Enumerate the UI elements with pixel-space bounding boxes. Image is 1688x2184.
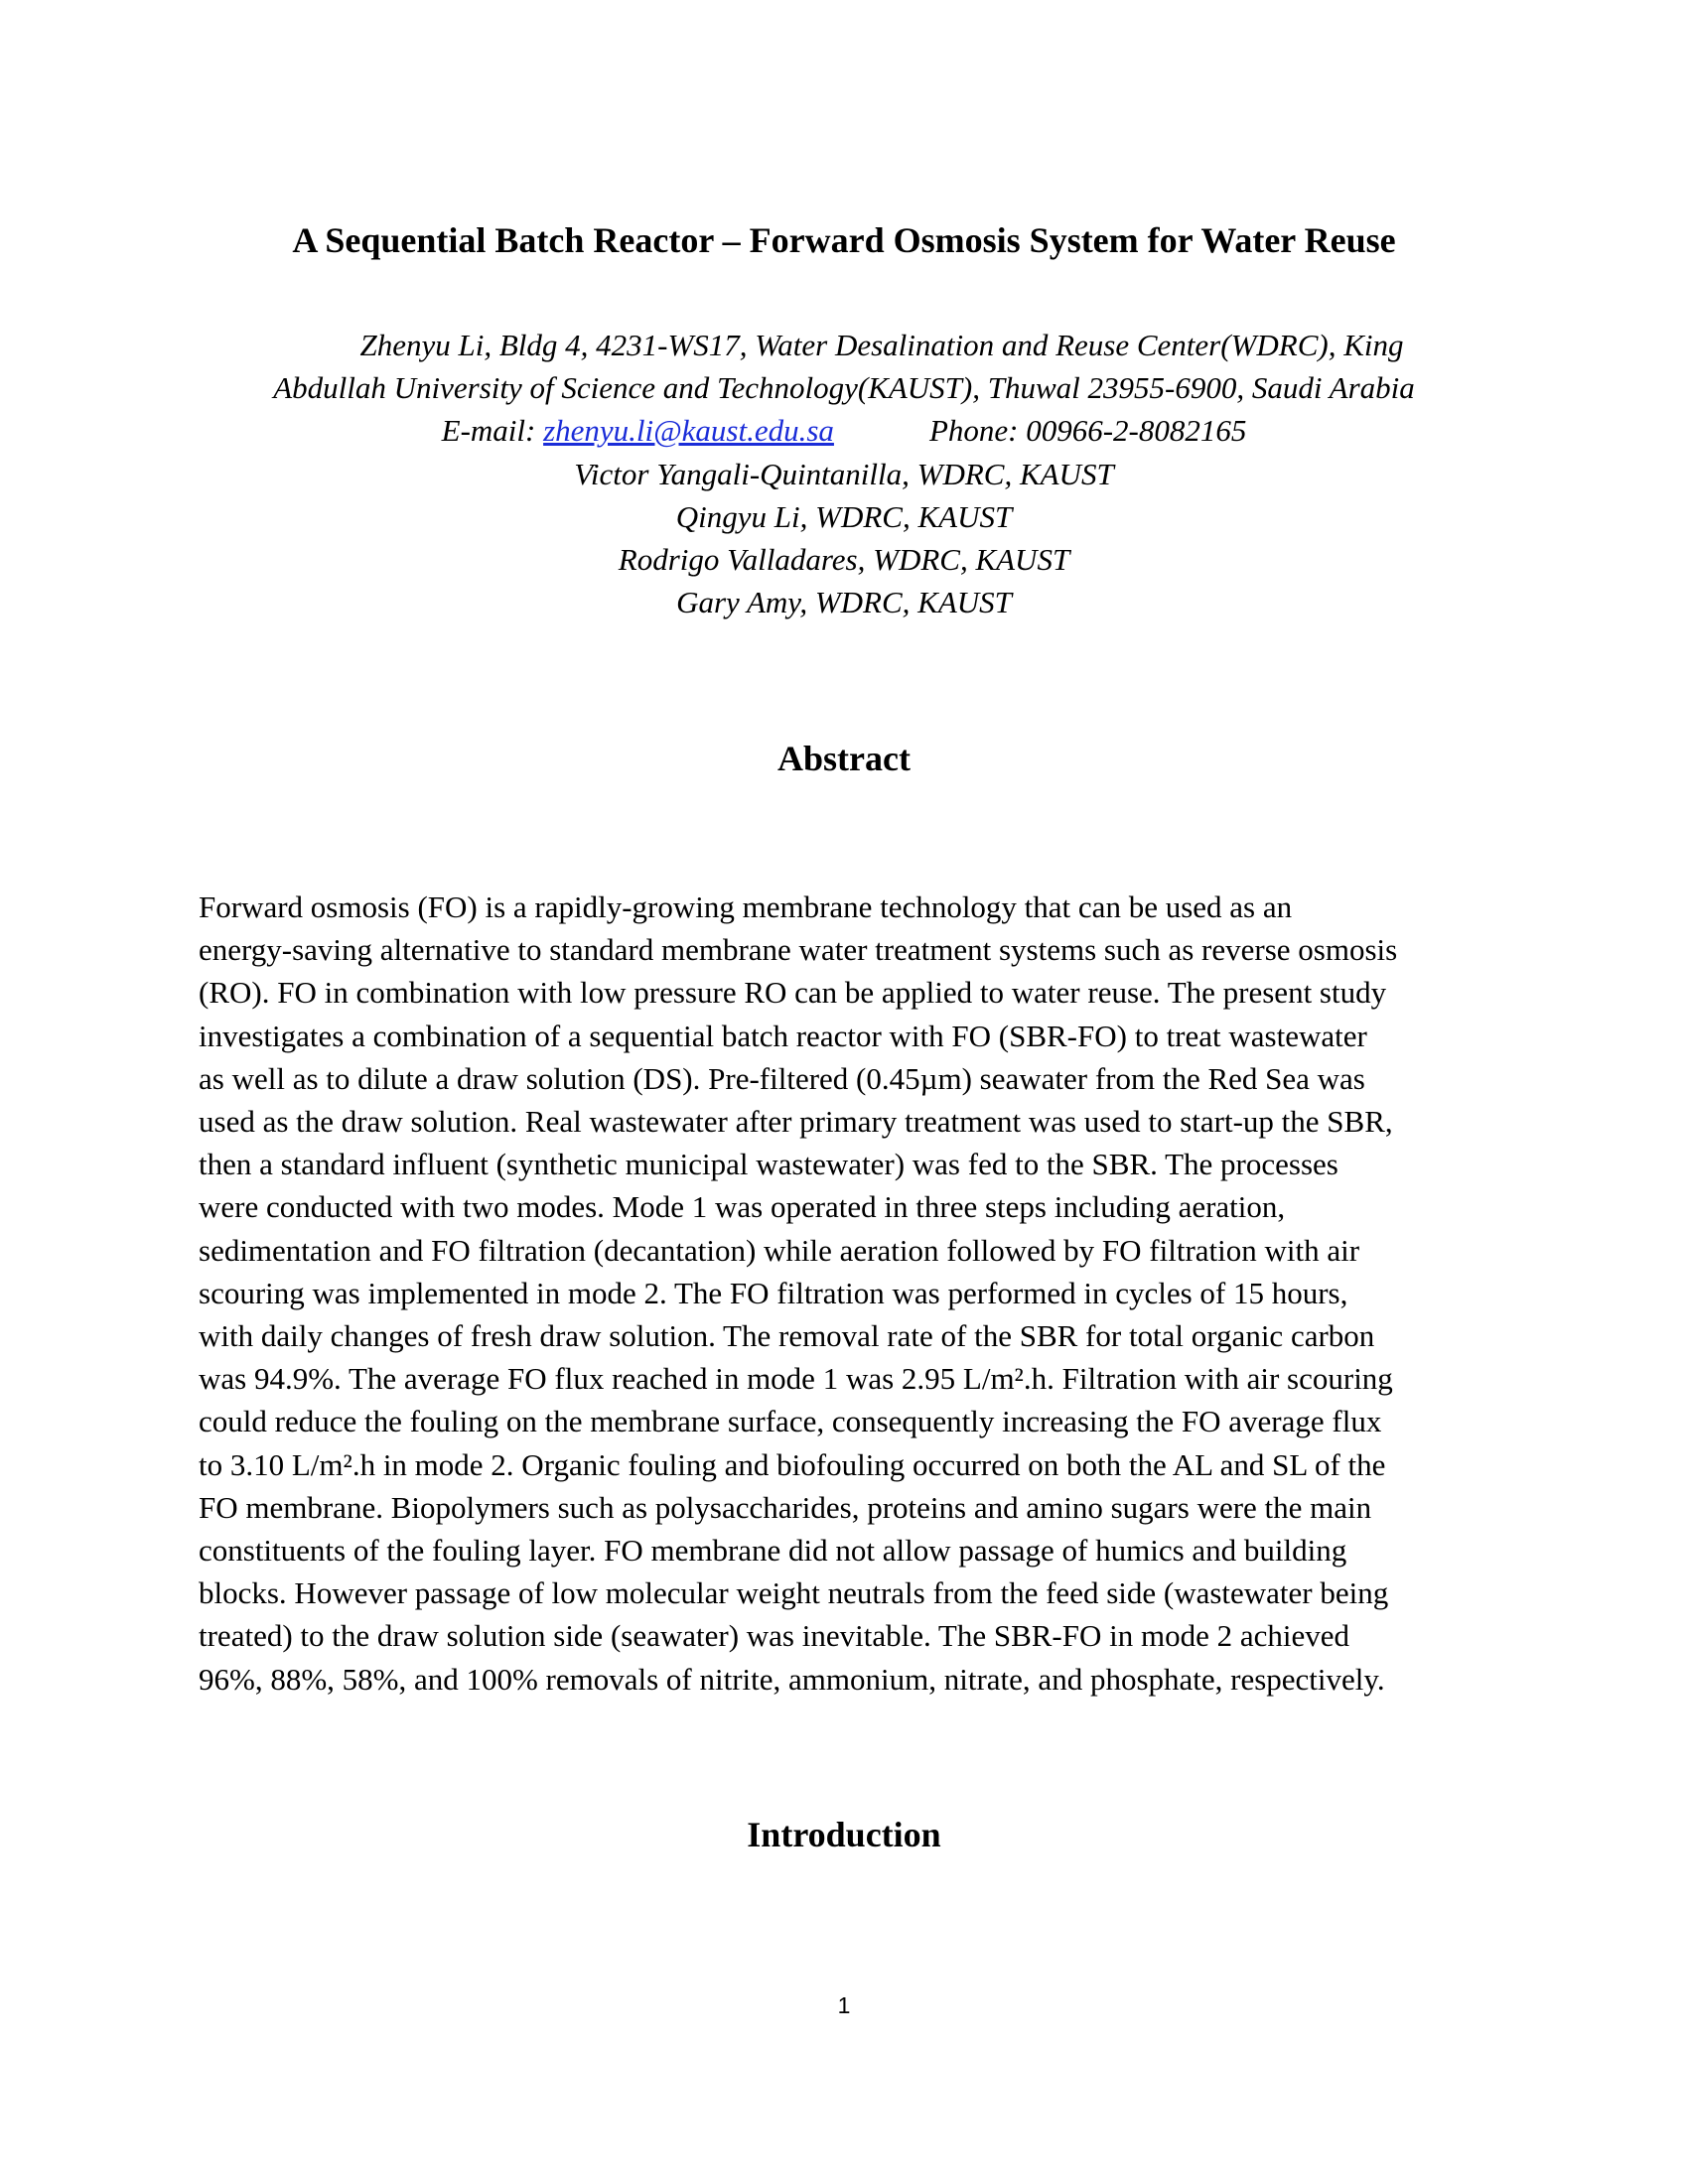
phone-number: Phone: 00966-2-8082165 (928, 413, 1247, 449)
abstract-line: sedimentation and FO filtration (decantation) while aeration followed by FO filtration with air (199, 1232, 1360, 1268)
email-label: E-mail: (441, 413, 536, 449)
abstract-line: with daily changes of fresh draw solution. The removal rate of the SBR for total organic carbon (199, 1318, 1375, 1354)
abstract-line: could reduce the fouling on the membrane surface, consequently increasing the FO average flux (199, 1404, 1382, 1439)
abstract-line: used as the draw solution. Real wastewater after primary treatment was used to start-up the SBR, (199, 1104, 1393, 1140)
email-link[interactable]: zhenyu.li@kaust.edu.sa (543, 413, 834, 449)
author-affiliation-line-1: Zhenyu Li, Bldg 4, 4231-WS17, Water Desalination and Reuse Center(WDRC), King (359, 328, 1404, 362)
contact-line (0, 409, 1688, 452)
abstract-line: constituents of the fouling layer. FO membrane did not allow passage of humics and building (199, 1533, 1347, 1569)
author-block (0, 324, 1688, 623)
abstract-line: then a standard influent (synthetic municipal wastewater) was fed to the SBR. The processes (199, 1147, 1338, 1182)
abstract-line: scouring was implemented in mode 2. The FO filtration was performed in cycles of 15 hours, (199, 1275, 1348, 1310)
abstract-line: FO membrane. Biopolymers such as polysaccharides, proteins and amino sugars were the main (199, 1489, 1372, 1525)
abstract-line: were conducted with two modes. Mode 1 was operated in three steps including aeration, (199, 1189, 1286, 1225)
abstract-line: 96%, 88%, 58%, and 100% removals of nitrite, ammonium, nitrate, and phosphate, respectively. (199, 1661, 1385, 1697)
author-affiliation-line-2: Abdullah University of Science and Technology(KAUST), Thuwal 23955-6900, Saudi Arabia (273, 370, 1415, 406)
abstract-line: as well as to dilute a draw solution (DS). Pre-filtered (0.45µm) seawater from the Red Sea was (199, 1060, 1365, 1096)
paper-title: A Sequential Batch Reactor – Forward Osmosis System for Water Reuse (292, 220, 1396, 260)
coauthor-line: Qingyu Li, WDRC, KAUST (675, 498, 1013, 534)
abstract-line: to 3.10 L/m².h in mode 2. Organic fouling and biofouling occurred on both the AL and SL of the (199, 1446, 1386, 1482)
introduction-heading: Introduction (747, 1815, 941, 1854)
abstract-line: investigates a combination of a sequential batch reactor with FO (SBR-FO) to treat wastewater (199, 1018, 1367, 1053)
abstract-paragraph (199, 886, 1509, 1701)
abstract-line: Forward osmosis (FO) is a rapidly-growing membrane technology that can be used as an (199, 889, 1293, 924)
abstract-line: treated) to the draw solution side (seawater) was inevitable. The SBR-FO in mode 2 achieved (199, 1618, 1350, 1654)
abstract-line: (RO). FO in combination with low pressure RO can be applied to water reuse. The present study (199, 975, 1387, 1011)
abstract-line: blocks. However passage of low molecular weight neutrals from the feed side (wastewater being (199, 1575, 1389, 1611)
page-number: 1 (837, 1992, 851, 2018)
coauthor-line: Rodrigo Valladares, WDRC, KAUST (618, 542, 1070, 578)
abstract-line: was 94.9%. The average FO flux reached in mode 1 was 2.95 L/m².h. Filtration with air scouring (199, 1361, 1393, 1397)
abstract-line: energy-saving alternative to standard membrane water treatment systems such as reverse osmosis (199, 932, 1398, 968)
coauthor-line: Gary Amy, WDRC, KAUST (676, 585, 1012, 620)
coauthor-line: Victor Yangali-Quintanilla, WDRC, KAUST (574, 456, 1114, 491)
abstract-heading: Abstract (777, 739, 911, 778)
